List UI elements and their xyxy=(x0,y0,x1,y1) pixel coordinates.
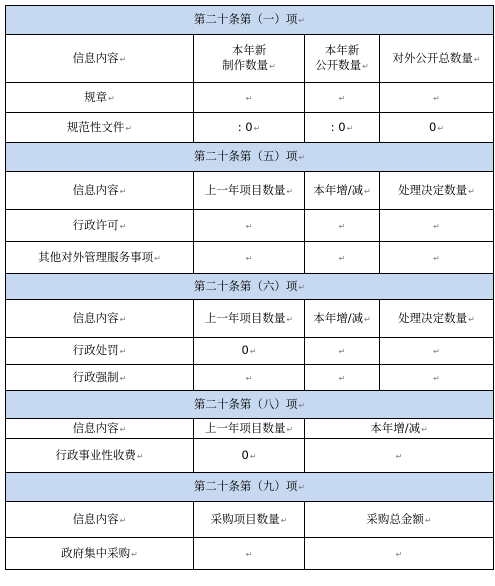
value-cell: ↵ xyxy=(380,365,494,391)
section-title: 第二十条第（五）项↵ xyxy=(6,143,494,172)
header-cell: 本年增/减↵ xyxy=(305,419,494,439)
header-cell: 采购总金额↵ xyxy=(305,502,494,538)
value-cell: : 0↵ xyxy=(305,113,380,143)
header-cell: 对外公开总数量↵ xyxy=(380,35,494,83)
row-label: 政府集中采购↵ xyxy=(6,538,194,570)
row-label: 行政处罚↵ xyxy=(6,338,194,365)
header-cell: 上一年项目数量↵ xyxy=(194,172,305,210)
value-cell: ↵ xyxy=(380,242,494,274)
section-title: 第二十条第（六）项↵ xyxy=(6,274,494,300)
value-cell: ↵ xyxy=(305,242,380,274)
header-cell: 本年增/减↵ xyxy=(305,300,380,338)
value-cell: ↵ xyxy=(305,538,494,570)
value-cell: ↵ xyxy=(305,338,380,365)
header-cell: 本年增/减↵ xyxy=(305,172,380,210)
value-cell: ↵ xyxy=(305,210,380,242)
value-cell: : 0↵ xyxy=(194,113,305,143)
value-cell: 0↵ xyxy=(380,113,494,143)
header-cell: 处理决定数量↵ xyxy=(380,300,494,338)
value-cell: ↵ xyxy=(194,83,305,113)
row-label: 规章↵ xyxy=(6,83,194,113)
disclosure-statistics-table xyxy=(5,5,494,570)
row-label: 行政强制↵ xyxy=(6,365,194,391)
row-label: 规范性文件↵ xyxy=(6,113,194,143)
header-cell: 信息内容↵ xyxy=(6,419,194,439)
section-title: 第二十条第（一）项↵ xyxy=(6,6,494,35)
value-cell: ↵ xyxy=(380,83,494,113)
row-label: 行政事业性收费↵ xyxy=(6,439,194,473)
header-cell: 上一年项目数量↵ xyxy=(194,419,305,439)
value-cell: ↵ xyxy=(305,439,494,473)
value-cell: ↵ xyxy=(305,83,380,113)
header-cell: 信息内容↵ xyxy=(6,172,194,210)
header-cell: 采购项目数量↵ xyxy=(194,502,305,538)
value-cell: ↵ xyxy=(380,338,494,365)
header-cell: 信息内容↵ xyxy=(6,300,194,338)
header-cell: 信息内容↵ xyxy=(6,35,194,83)
value-cell: 0↵ xyxy=(194,439,305,473)
header-cell: 处理决定数量↵ xyxy=(380,172,494,210)
header-cell: 信息内容↵ xyxy=(6,502,194,538)
header-cell: 上一年项目数量↵ xyxy=(194,300,305,338)
value-cell: 0↵ xyxy=(194,338,305,365)
value-cell: ↵ xyxy=(194,210,305,242)
header-cell: 本年新 公开数量↵ xyxy=(305,35,380,83)
row-label: 行政许可↵ xyxy=(6,210,194,242)
section-title: 第二十条第（八）项↵ xyxy=(6,391,494,419)
value-cell: ↵ xyxy=(194,538,305,570)
value-cell: ↵ xyxy=(194,242,305,274)
section-title: 第二十条第（九）项↵ xyxy=(6,473,494,502)
value-cell: ↵ xyxy=(194,365,305,391)
row-label: 其他对外管理服务事项↵ xyxy=(6,242,194,274)
value-cell: ↵ xyxy=(305,365,380,391)
header-cell: 本年新 制作数量↵ xyxy=(194,35,305,83)
value-cell: ↵ xyxy=(380,210,494,242)
